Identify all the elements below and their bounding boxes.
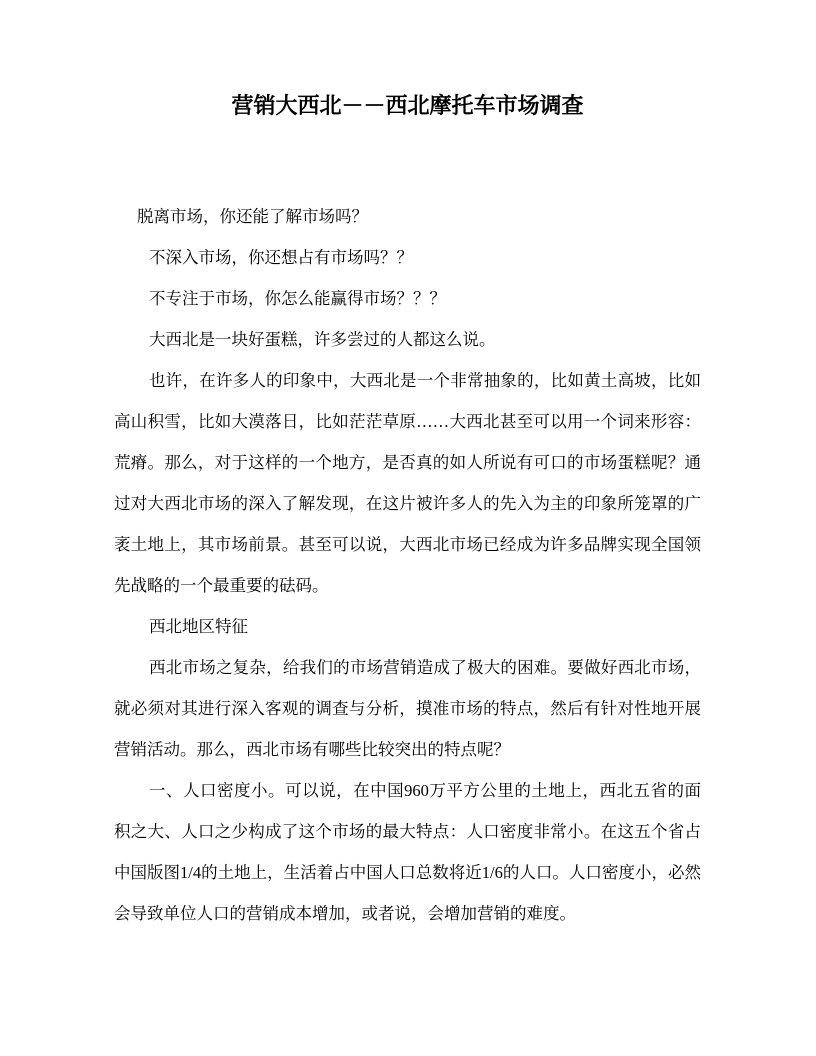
paragraph-hook-2: 不深入市场，你还想占有市场吗？？ — [149, 248, 413, 267]
document-title: 营销大西北－－西北摩托车市场调查 — [231, 93, 584, 118]
paragraph-cake-quote: 大西北是一块好蛋糕，许多尝过的人都这么说。 — [149, 330, 496, 349]
paragraph-hook-3: 不专注于市场，你怎么能赢得市场？？？ — [149, 289, 446, 308]
heading-region-features: 西北地区特征 — [149, 617, 248, 636]
paragraph-hook-1: 脱离市场，你还能了解市场吗？ — [137, 207, 368, 226]
paragraph-market-complexity: 西北市场之复杂，给我们的市场营销造成了极大的困难。要做好西北市场，就必须对其进行深入客观的调查与分析，摸准市场的特点，然后有针对性地开展营销活动。那么，西北市场有哪些比较突出的特点呢？ — [114, 658, 701, 759]
paragraph-northwest-impression: 也许，在许多人的印象中，大西北是一个非常抽象的，比如黄土高坡，比如高山积雪，比如大漠落日，比如茫茫草原……大西北甚至可以用一个词来形容：荒瘠。那么，对于这样的一个地方，是否真的如人所说有可口的市场蛋糕呢？通过对大西北市场的深入了解发现，在这片被许多人的先入为主的印象所笼罩的广袤土地上，其市场前景。甚至可以说，大西北市场已经成为许多品牌实现全国领先战略的一个最重要的砝码。 — [114, 371, 701, 595]
paragraph-population-density: 一、人口密度小。可以说，在中国960万平方公里的土地上，西北五省的面积之大、人口之少构成了这个市场的最大特点：人口密度非常小。在这五个省占中国版图1/4的土地上，生活着占中国人口总数将近1/6的人口。人口密度小，必然会导致单位人口的营销成本增加，或者说，会增加营销的难度。 — [114, 781, 701, 923]
